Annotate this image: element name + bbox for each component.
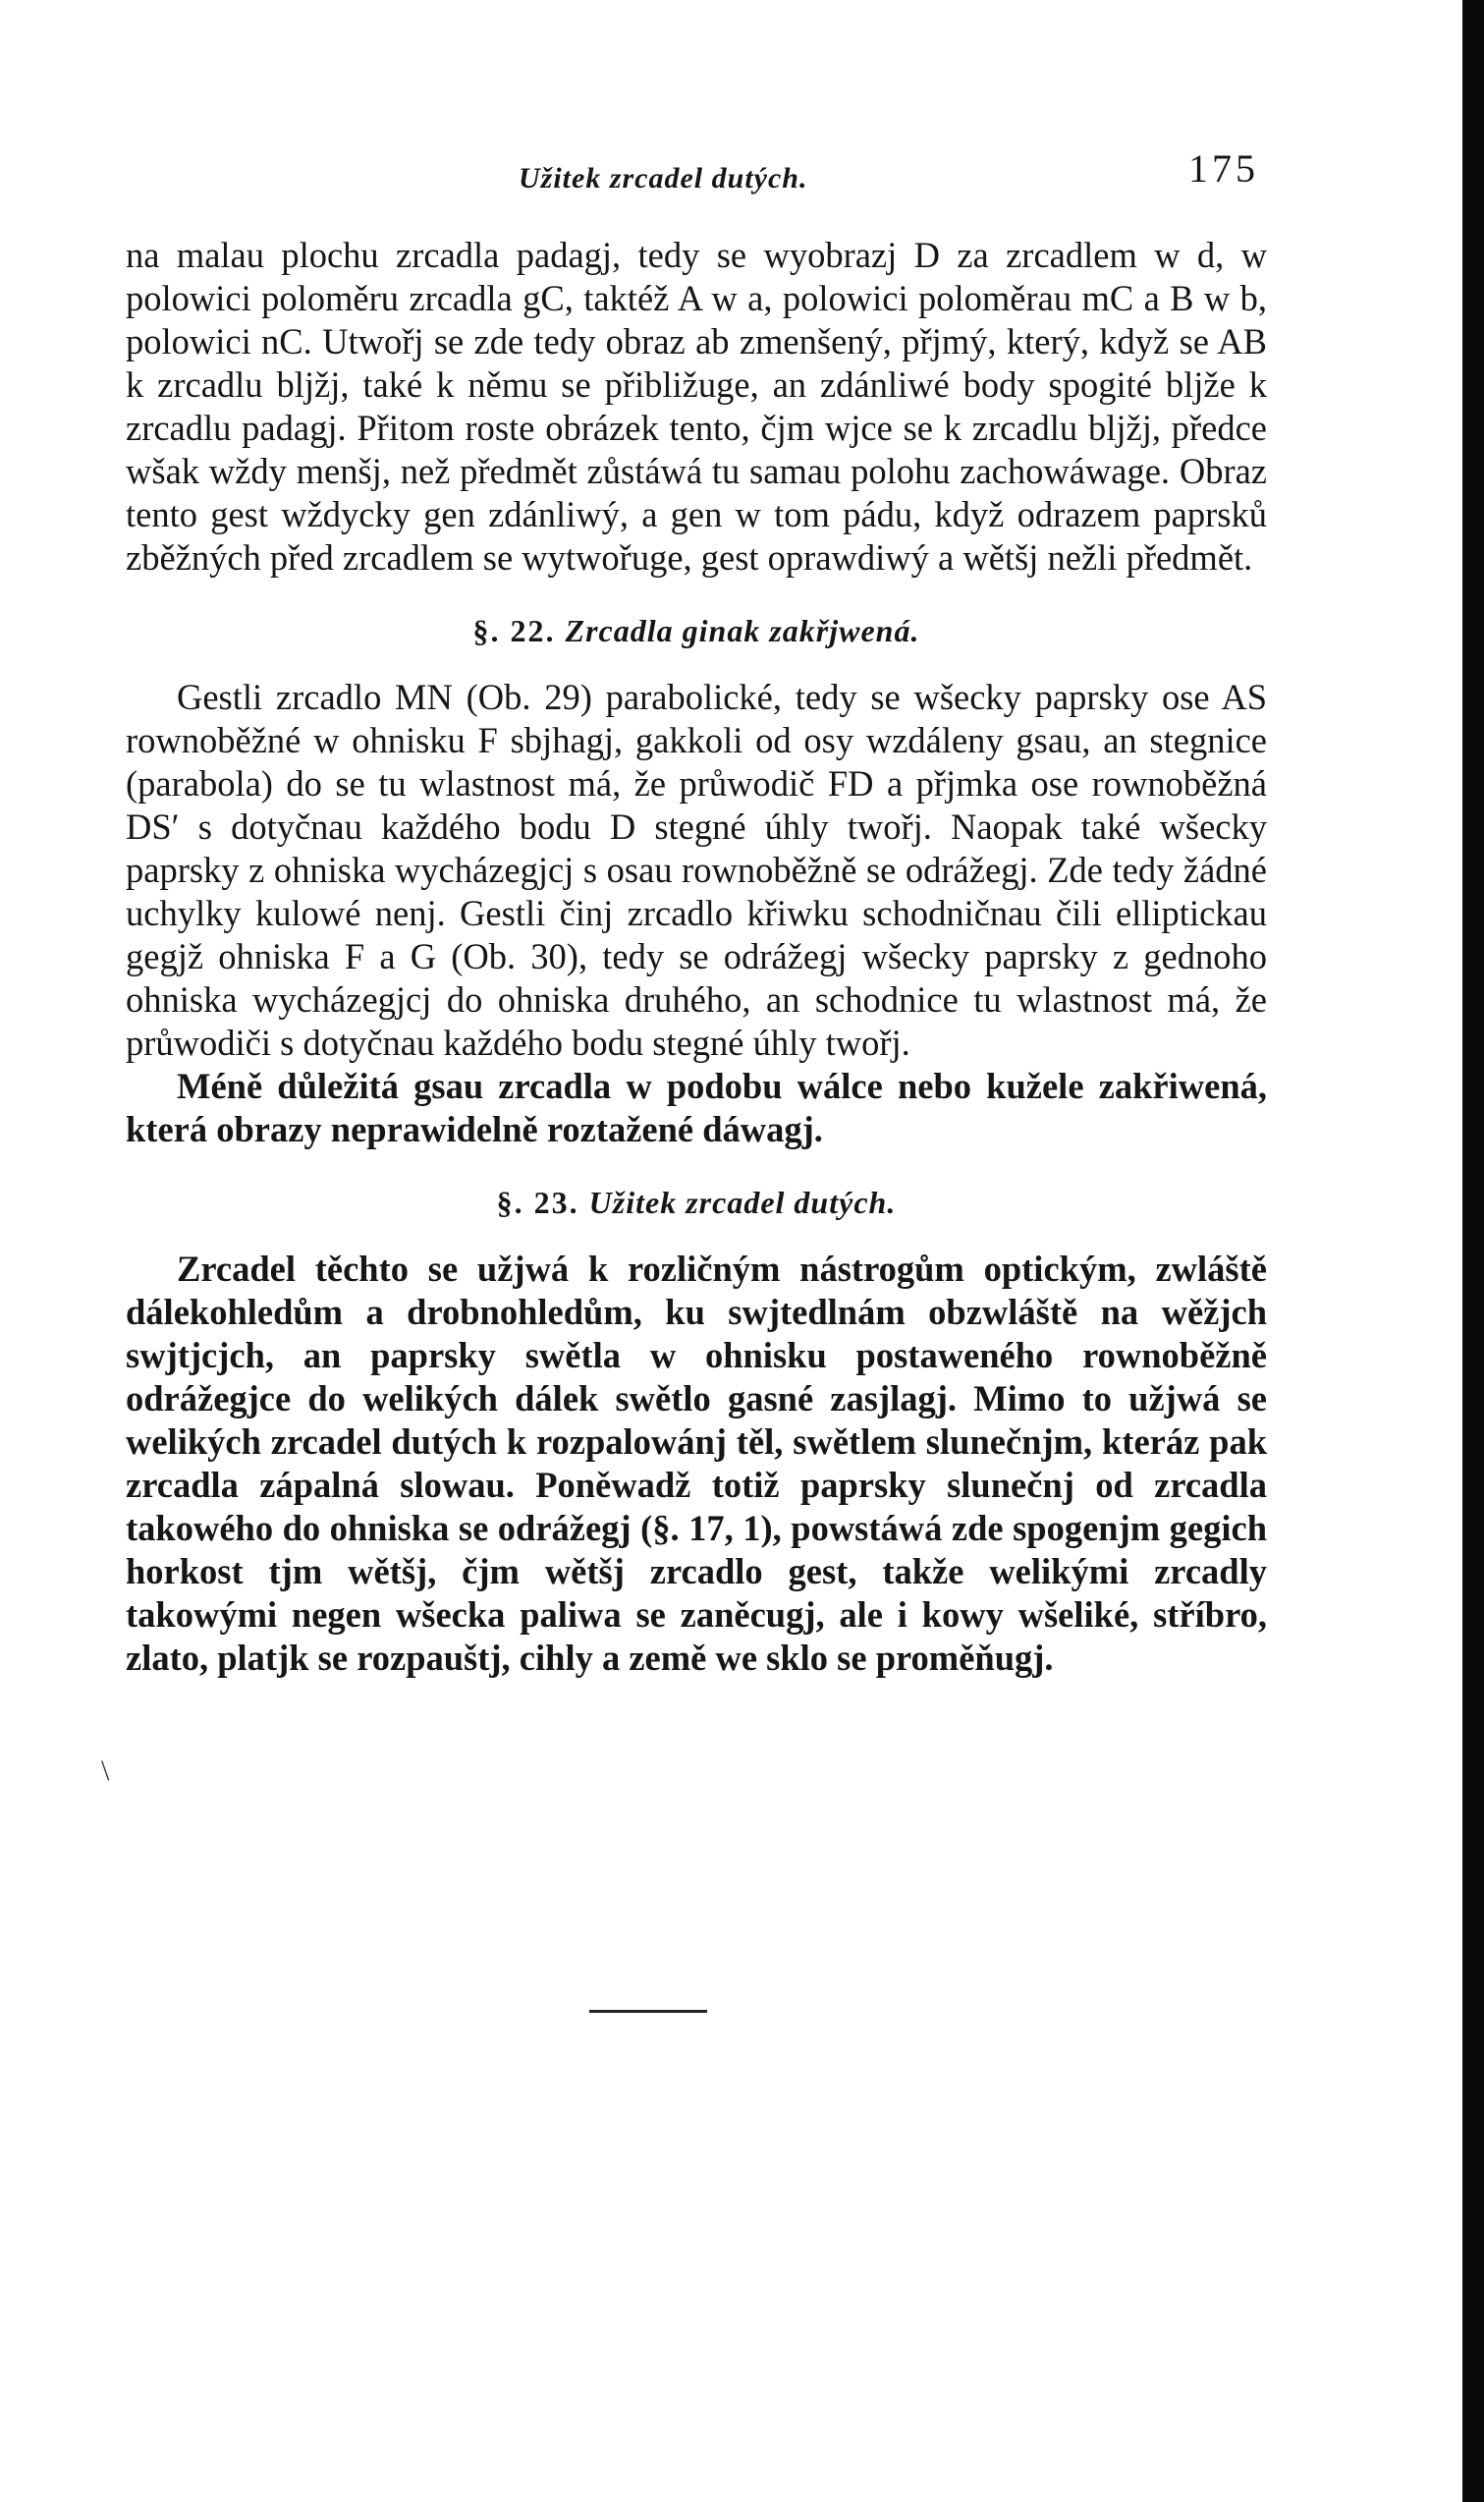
running-head	[126, 147, 1267, 198]
book-page	[126, 147, 1267, 1680]
margin-mark: \	[101, 1754, 110, 1787]
scan-edge	[1462, 0, 1484, 2502]
paragraph-parabolic: Gestli zrcadlo MN (Ob. 29) parabolické, tedy se wšecky paprsky ose AS rownoběžné w ohnisku F sbjhagj, gakkoli od osy wzdáleny gsau, an stegnice (parabola) do se tu wlastnost má, že průwodič FD a přjmka ose rownoběžná DS′ s dotyčnau každého bodu D stegné úhly twořj. Naopak také wšecky paprsky z ohniska wycházegjcj s osau rownoběžně se odrážegj. Zde tedy žádné uchylky kulowé nenj. Gestli činj zrcadlo křiwku schodničnau čili elliptickau gegjž ohniska F a G (Ob. 30), tedy se odrážegj wšecky paprsky z gednoho ohniska wycházegjcj do ohniska druhého, an schodnice tu wlastnost má, že průwodiči s dotyčnau každého bodu stegné úhly twořj.	[126, 677, 1267, 1063]
section-heading-23	[126, 1181, 1267, 1224]
running-head-title: Užitek zrcadel dutých.	[519, 162, 808, 195]
paragraph-cylindrical: Méně důležitá gsau zrcadla w podobu wálce nebo kužele zakřiwená, která obrazy neprawidelně roztažené dáwagj.	[126, 1066, 1267, 1149]
section-number: §. 22.	[472, 613, 556, 648]
paragraph-continuation: na malau plochu zrcadla padagj, tedy se wyobrazj D za zrcadlem w d, w polowici poloměru zrcadla gC, taktéž A w a, polowici poloměrau mC a B w b, polowici nC. Utwořj se zde tedy obraz ab zmenšený, přjmý, který, když se AB k zrcadlu bljžj, také k němu se přibližuge, an zdánliwé body spogité bljže k zrcadlu padagj. Přitom roste obrázek tento, čjm wjce se k zrcadlu bljžj, předce wšak wždy menšj, než předmět zůstáwá tu samau polohu zachowáwage. Obraz tento gest wždycky gen zdánliwý, a gen w tom pádu, když odrazem paprsků zběžných před zrcadlem se wytwořuge, gest oprawdiwý a wětšj nežli předmět.	[126, 235, 1267, 578]
page-number: 175	[1188, 146, 1259, 191]
section-title: Užitek zrcadel dutých.	[588, 1185, 897, 1220]
paragraph-uses: Zrcadel těchto se užjwá k rozličným nástrogům optickým, zwláště dálekohledům a drobnohledům, ku swjtedlnám obzwláště na wěžjch swjtjcjch, an paprsky swětla w ohnisku postaweného rownoběžně odrážegjce do welikých dálek swětlo gasné zasjlagj. Mimo to užjwá se welikých zrcadel dutých k rozpalowánj těl, swětlem slunečnjm, kteráz pak zrcadla zápalná slowau. Poněwadž totiž paprsky slunečnj od zrcadla takowého do ohniska se odrážegj (§. 17, 1), powstáwá zde spogenjm gegich horkost tjm wětšj, čjm wětšj zrcadlo gest, takže welikými zrcadly takowými negen wšecka paliwa se zaněcugj, ale i kowy wšeliké, stříbro, zlato, platjk se rozpauštj, cihly a země we sklo se proměňugj.	[126, 1249, 1267, 1678]
section-title: Zrcadla ginak zakřjwená.	[565, 613, 920, 648]
end-rule	[589, 2010, 707, 2013]
section-number: §. 23.	[496, 1185, 579, 1220]
section-heading-22	[126, 609, 1267, 652]
